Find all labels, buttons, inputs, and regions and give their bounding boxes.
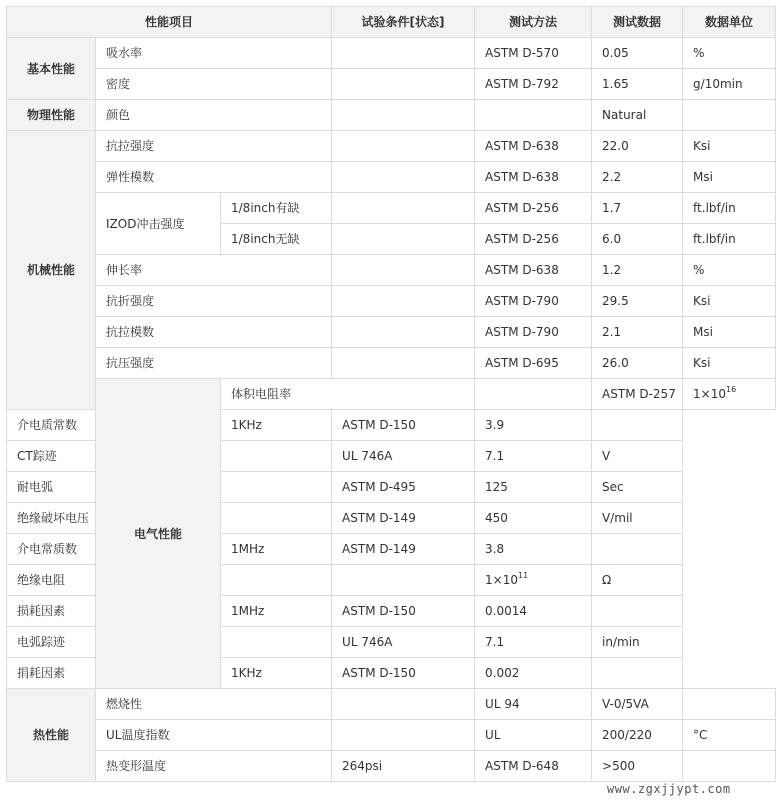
- test-method: ASTM D-570: [475, 38, 592, 69]
- test-value: [475, 565, 592, 596]
- test-condition: [332, 720, 475, 751]
- test-unit: g/10min: [683, 69, 776, 100]
- test-unit: [683, 751, 776, 782]
- test-condition: [221, 441, 332, 472]
- test-unit: Msi: [683, 162, 776, 193]
- property-name: 抗折强度: [96, 286, 332, 317]
- property-name: 电弧踪迹: [7, 627, 221, 658]
- test-value: 0.05: [592, 38, 683, 69]
- test-value: Natural: [592, 100, 683, 131]
- test-method: UL: [475, 720, 592, 751]
- property-name: 伸长率: [96, 255, 332, 286]
- material-properties-table: [6, 6, 776, 782]
- test-method: ASTM D-256: [475, 193, 592, 224]
- property-name: 抗拉强度: [96, 131, 332, 162]
- test-condition: [332, 348, 475, 379]
- test-unit: Ksi: [683, 348, 776, 379]
- test-condition: [221, 627, 332, 658]
- property-name: 热变形温度: [96, 751, 332, 782]
- table-row: [7, 503, 776, 534]
- property-name: 密度: [96, 69, 332, 100]
- category-basic: 基本性能: [7, 38, 96, 100]
- test-condition: [332, 286, 475, 317]
- property-name: UL温度指数: [96, 720, 332, 751]
- watermark: www.zgxjjypt.com: [607, 782, 731, 796]
- test-method: ASTM D-256: [475, 224, 592, 255]
- test-condition: [332, 224, 475, 255]
- table-row: [7, 689, 776, 720]
- table-row: [7, 255, 776, 286]
- property-name: 绝缘破坏电压: [7, 503, 221, 534]
- test-unit: [683, 689, 776, 720]
- test-value: 7.1: [475, 441, 592, 472]
- test-value: 3.8: [475, 534, 592, 565]
- property-name: 绝缘电阻: [7, 565, 221, 596]
- test-value: >500: [592, 751, 683, 782]
- test-method: ASTM D-257: [592, 379, 683, 410]
- test-method: ASTM D-638: [475, 162, 592, 193]
- table-row: [7, 162, 776, 193]
- value-exponent: 16: [726, 385, 737, 394]
- test-condition: 1KHz: [221, 658, 332, 689]
- header-unit: 数据单位: [683, 7, 776, 38]
- header-method: 测试方法: [475, 7, 592, 38]
- test-unit: [592, 410, 683, 441]
- property-name: 介电质常数: [7, 410, 221, 441]
- property-name: 捐耗因素: [7, 658, 221, 689]
- table-row: [7, 596, 776, 627]
- property-name: 体积电阻率: [221, 379, 475, 410]
- category-electrical: 电气性能: [96, 379, 221, 689]
- table-row: [7, 627, 776, 658]
- property-name: 吸水率: [96, 38, 332, 69]
- test-value: 1.7: [592, 193, 683, 224]
- property-name: 抗拉模数: [96, 317, 332, 348]
- test-unit: ft.lbf/in: [683, 224, 776, 255]
- table-row: [7, 286, 776, 317]
- test-value: 0.0014: [475, 596, 592, 627]
- test-unit: °C: [683, 720, 776, 751]
- test-method: ASTM D-695: [475, 348, 592, 379]
- test-unit: [592, 658, 683, 689]
- test-method: ASTM D-790: [475, 317, 592, 348]
- value-exponent: 11: [518, 571, 529, 580]
- test-method: ASTM D-150: [332, 596, 475, 627]
- property-name: 损耗因素: [7, 596, 221, 627]
- test-condition: [332, 193, 475, 224]
- test-method: ASTM D-495: [332, 472, 475, 503]
- test-unit: in/min: [592, 627, 683, 658]
- test-unit: V: [592, 441, 683, 472]
- test-value: 0.002: [475, 658, 592, 689]
- test-value: 2.1: [592, 317, 683, 348]
- test-unit: Ksi: [683, 286, 776, 317]
- test-condition: [475, 379, 592, 410]
- test-method: ASTM D-150: [332, 410, 475, 441]
- test-unit: [683, 100, 776, 131]
- value-base: 1×10: [485, 573, 518, 587]
- test-method: UL 746A: [332, 627, 475, 658]
- property-name: 弹性模数: [96, 162, 332, 193]
- test-condition: [332, 100, 475, 131]
- header-condition: 试验条件[状态]: [332, 7, 475, 38]
- test-method: ASTM D-149: [332, 534, 475, 565]
- test-condition: [332, 38, 475, 69]
- property-name: 耐电弧: [7, 472, 221, 503]
- test-unit: ft.lbf/in: [683, 193, 776, 224]
- test-condition: [332, 162, 475, 193]
- test-condition: 1MHz: [221, 596, 332, 627]
- test-condition: [221, 503, 332, 534]
- test-condition: [332, 131, 475, 162]
- test-value: 29.5: [592, 286, 683, 317]
- test-value: 1.2: [592, 255, 683, 286]
- header-row: [7, 7, 776, 38]
- property-name: 抗压强度: [96, 348, 332, 379]
- test-value: [683, 379, 776, 410]
- test-method: ASTM D-792: [475, 69, 592, 100]
- test-unit: Sec: [592, 472, 683, 503]
- test-value: 6.0: [592, 224, 683, 255]
- test-unit: %: [683, 255, 776, 286]
- test-method: ASTM D-648: [475, 751, 592, 782]
- test-method: UL 746A: [332, 441, 475, 472]
- property-name: 燃烧性: [96, 689, 332, 720]
- test-value: 1.65: [592, 69, 683, 100]
- test-value: 450: [475, 503, 592, 534]
- test-condition: [221, 472, 332, 503]
- test-condition: [221, 565, 332, 596]
- table-row: [7, 658, 776, 689]
- test-condition: [332, 689, 475, 720]
- property-subcondition: 1/8inch无缺: [221, 224, 332, 255]
- category-mechanical: 机械性能: [7, 131, 96, 410]
- table-row: [7, 751, 776, 782]
- test-method: ASTM D-638: [475, 131, 592, 162]
- test-condition: [332, 255, 475, 286]
- table-row: [7, 534, 776, 565]
- test-condition: [332, 317, 475, 348]
- category-thermal: 热性能: [7, 689, 96, 782]
- test-value: 22.0: [592, 131, 683, 162]
- table-row: [7, 379, 776, 410]
- test-unit: V/mil: [592, 503, 683, 534]
- test-condition: [332, 69, 475, 100]
- test-method: ASTM D-149: [332, 503, 475, 534]
- table-row: [7, 348, 776, 379]
- test-method: [332, 565, 475, 596]
- table-row: [7, 720, 776, 751]
- test-value: 200/220: [592, 720, 683, 751]
- table-row: [7, 100, 776, 131]
- category-physical: 物理性能: [7, 100, 96, 131]
- test-condition: 264psi: [332, 751, 475, 782]
- property-name: 颜色: [96, 100, 332, 131]
- test-unit: Ω: [592, 565, 683, 596]
- table-row: [7, 441, 776, 472]
- table-row: [7, 410, 776, 441]
- table-row: [7, 131, 776, 162]
- table-row: [7, 472, 776, 503]
- table-row: [7, 193, 776, 224]
- test-condition: 1KHz: [221, 410, 332, 441]
- test-unit: Ksi: [683, 131, 776, 162]
- test-method: ASTM D-150: [332, 658, 475, 689]
- property-name: 介电常质数: [7, 534, 221, 565]
- header-property: 性能项目: [7, 7, 332, 38]
- test-unit: [592, 534, 683, 565]
- test-value: 2.2: [592, 162, 683, 193]
- test-value: 3.9: [475, 410, 592, 441]
- table-row: [7, 565, 776, 596]
- property-name: IZOD冲击强度: [96, 193, 221, 255]
- test-unit: %: [683, 38, 776, 69]
- test-method: [475, 100, 592, 131]
- test-method: ASTM D-790: [475, 286, 592, 317]
- test-method: UL 94: [475, 689, 592, 720]
- value-base: 1×10: [693, 387, 726, 401]
- table-row: [7, 38, 776, 69]
- table-row: [7, 317, 776, 348]
- test-unit: Msi: [683, 317, 776, 348]
- test-value: V-0/5VA: [592, 689, 683, 720]
- test-value: 7.1: [475, 627, 592, 658]
- test-method: ASTM D-638: [475, 255, 592, 286]
- test-condition: 1MHz: [221, 534, 332, 565]
- property-name: CT踪迹: [7, 441, 221, 472]
- test-value: 26.0: [592, 348, 683, 379]
- table-row: [7, 69, 776, 100]
- header-value: 测试数据: [592, 7, 683, 38]
- property-subcondition: 1/8inch有缺: [221, 193, 332, 224]
- test-unit: [592, 596, 683, 627]
- test-value: 125: [475, 472, 592, 503]
